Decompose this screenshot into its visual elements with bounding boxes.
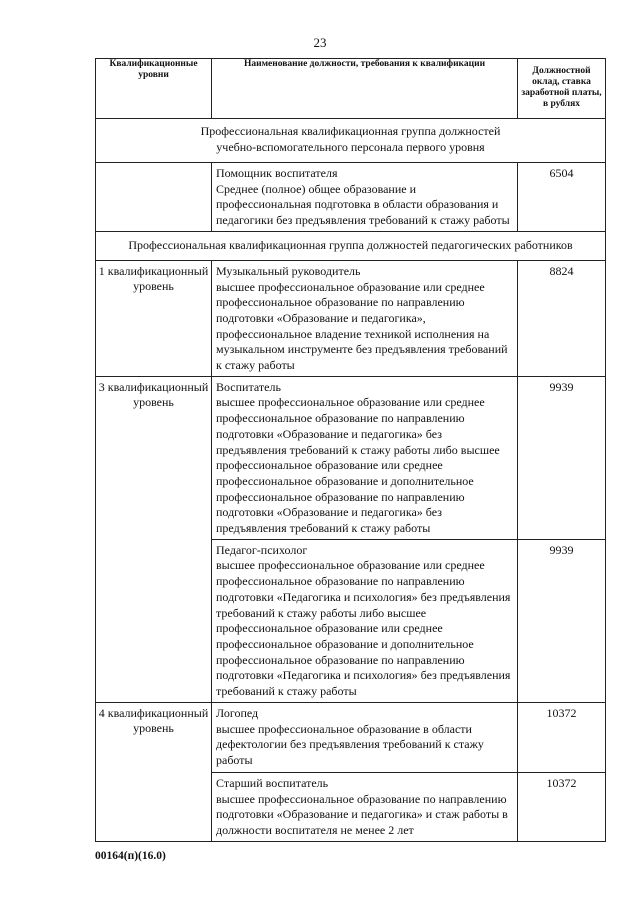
salary-cell: 9939 [518, 376, 606, 539]
position-cell [212, 702, 518, 772]
position-title: Воспитатель [216, 379, 281, 394]
header-level: Квалификационные уровни [96, 59, 212, 119]
position-cell [212, 376, 518, 539]
table-row [96, 260, 606, 376]
qualification-table [95, 58, 606, 842]
position-cell [212, 772, 518, 841]
position-requirements: высшее профессиональное образование или среднее профессиональное образование по направлению подготовки «Образование и педагогика», профессиональное владение техникой исполнения на музыкальном инструменте без предъявления требований к стажу работы [216, 279, 508, 373]
page-number: 23 [313, 35, 327, 50]
position-cell [212, 539, 518, 702]
table-row [96, 702, 606, 772]
group-title: Профессиональная квалификационная группа должностей педагогических работников [96, 231, 606, 260]
level-cell: 4 квалификационный уровень [96, 702, 212, 841]
table-header-row [96, 59, 606, 119]
position-title: Музыкальный руководитель [216, 263, 361, 278]
salary-cell: 9939 [518, 539, 606, 702]
salary-cell: 10372 [518, 702, 606, 772]
position-requirements: высшее профессиональное образование в области дефектологии без предъявления требований к стажу работы [216, 721, 484, 767]
position-cell [212, 260, 518, 376]
table-row [96, 376, 606, 539]
position-title: Логопед [216, 705, 259, 720]
group-row-support-staff [96, 119, 606, 163]
position-requirements: высшее профессиональное образование или среднее профессиональное образование по направлению подготовки «Педагогика и психология» без предъявления требований к стажу работы либо высшее профессиональное образование или среднее профессиональное образование и дополнительное профессиональное образование по направлению подготовки «Педагогика и психология» без предъявления требований к стажу работы [216, 558, 511, 699]
position-requirements: высшее профессиональное образование по направлению подготовки «Образование и педагогика» и стаж работы в должности воспитателя не менее 2 лет [216, 791, 508, 837]
level-cell: 3 квалификационный уровень [96, 376, 212, 702]
salary-cell: 6504 [518, 163, 606, 232]
position-cell [212, 163, 518, 232]
position-title: Педагог-психолог [216, 542, 308, 557]
group-row-pedagogical-staff [96, 231, 606, 260]
group-title-text: Профессиональная квалификационная группа должностей учебно-вспомогательного персонала первого уровня [200, 124, 501, 154]
position-requirements: Среднее (полное) общее образование и профессиональная подготовка в области образования и педагогики без предъявления требований к стажу работы [216, 181, 510, 228]
header-salary: Должностной оклад, ставка заработной платы, в рублях [518, 59, 606, 119]
position-title: Старший воспитатель [216, 775, 329, 790]
group-title [96, 119, 606, 163]
header-position: Наименование должности, требования к квалификации [212, 59, 518, 119]
position-title: Помощник воспитателя [216, 166, 338, 180]
level-cell: 1 квалификационный уровень [96, 260, 212, 376]
level-cell [96, 163, 212, 232]
document-code: 00164(п)(16.0) [95, 850, 166, 862]
salary-cell: 10372 [518, 772, 606, 841]
position-requirements: высшее профессиональное образование или среднее профессиональное образование по направлению подготовки «Образование и педагогика» без предъявления требований к стажу работы либо высшее профессиональное образование или среднее профессиональное образование и дополнительное профессиональное образование по направлению подготовки «Образование и педагогика» без предъявления требований к стажу работы [216, 395, 500, 536]
table-row [96, 163, 606, 232]
salary-cell: 8824 [518, 260, 606, 376]
